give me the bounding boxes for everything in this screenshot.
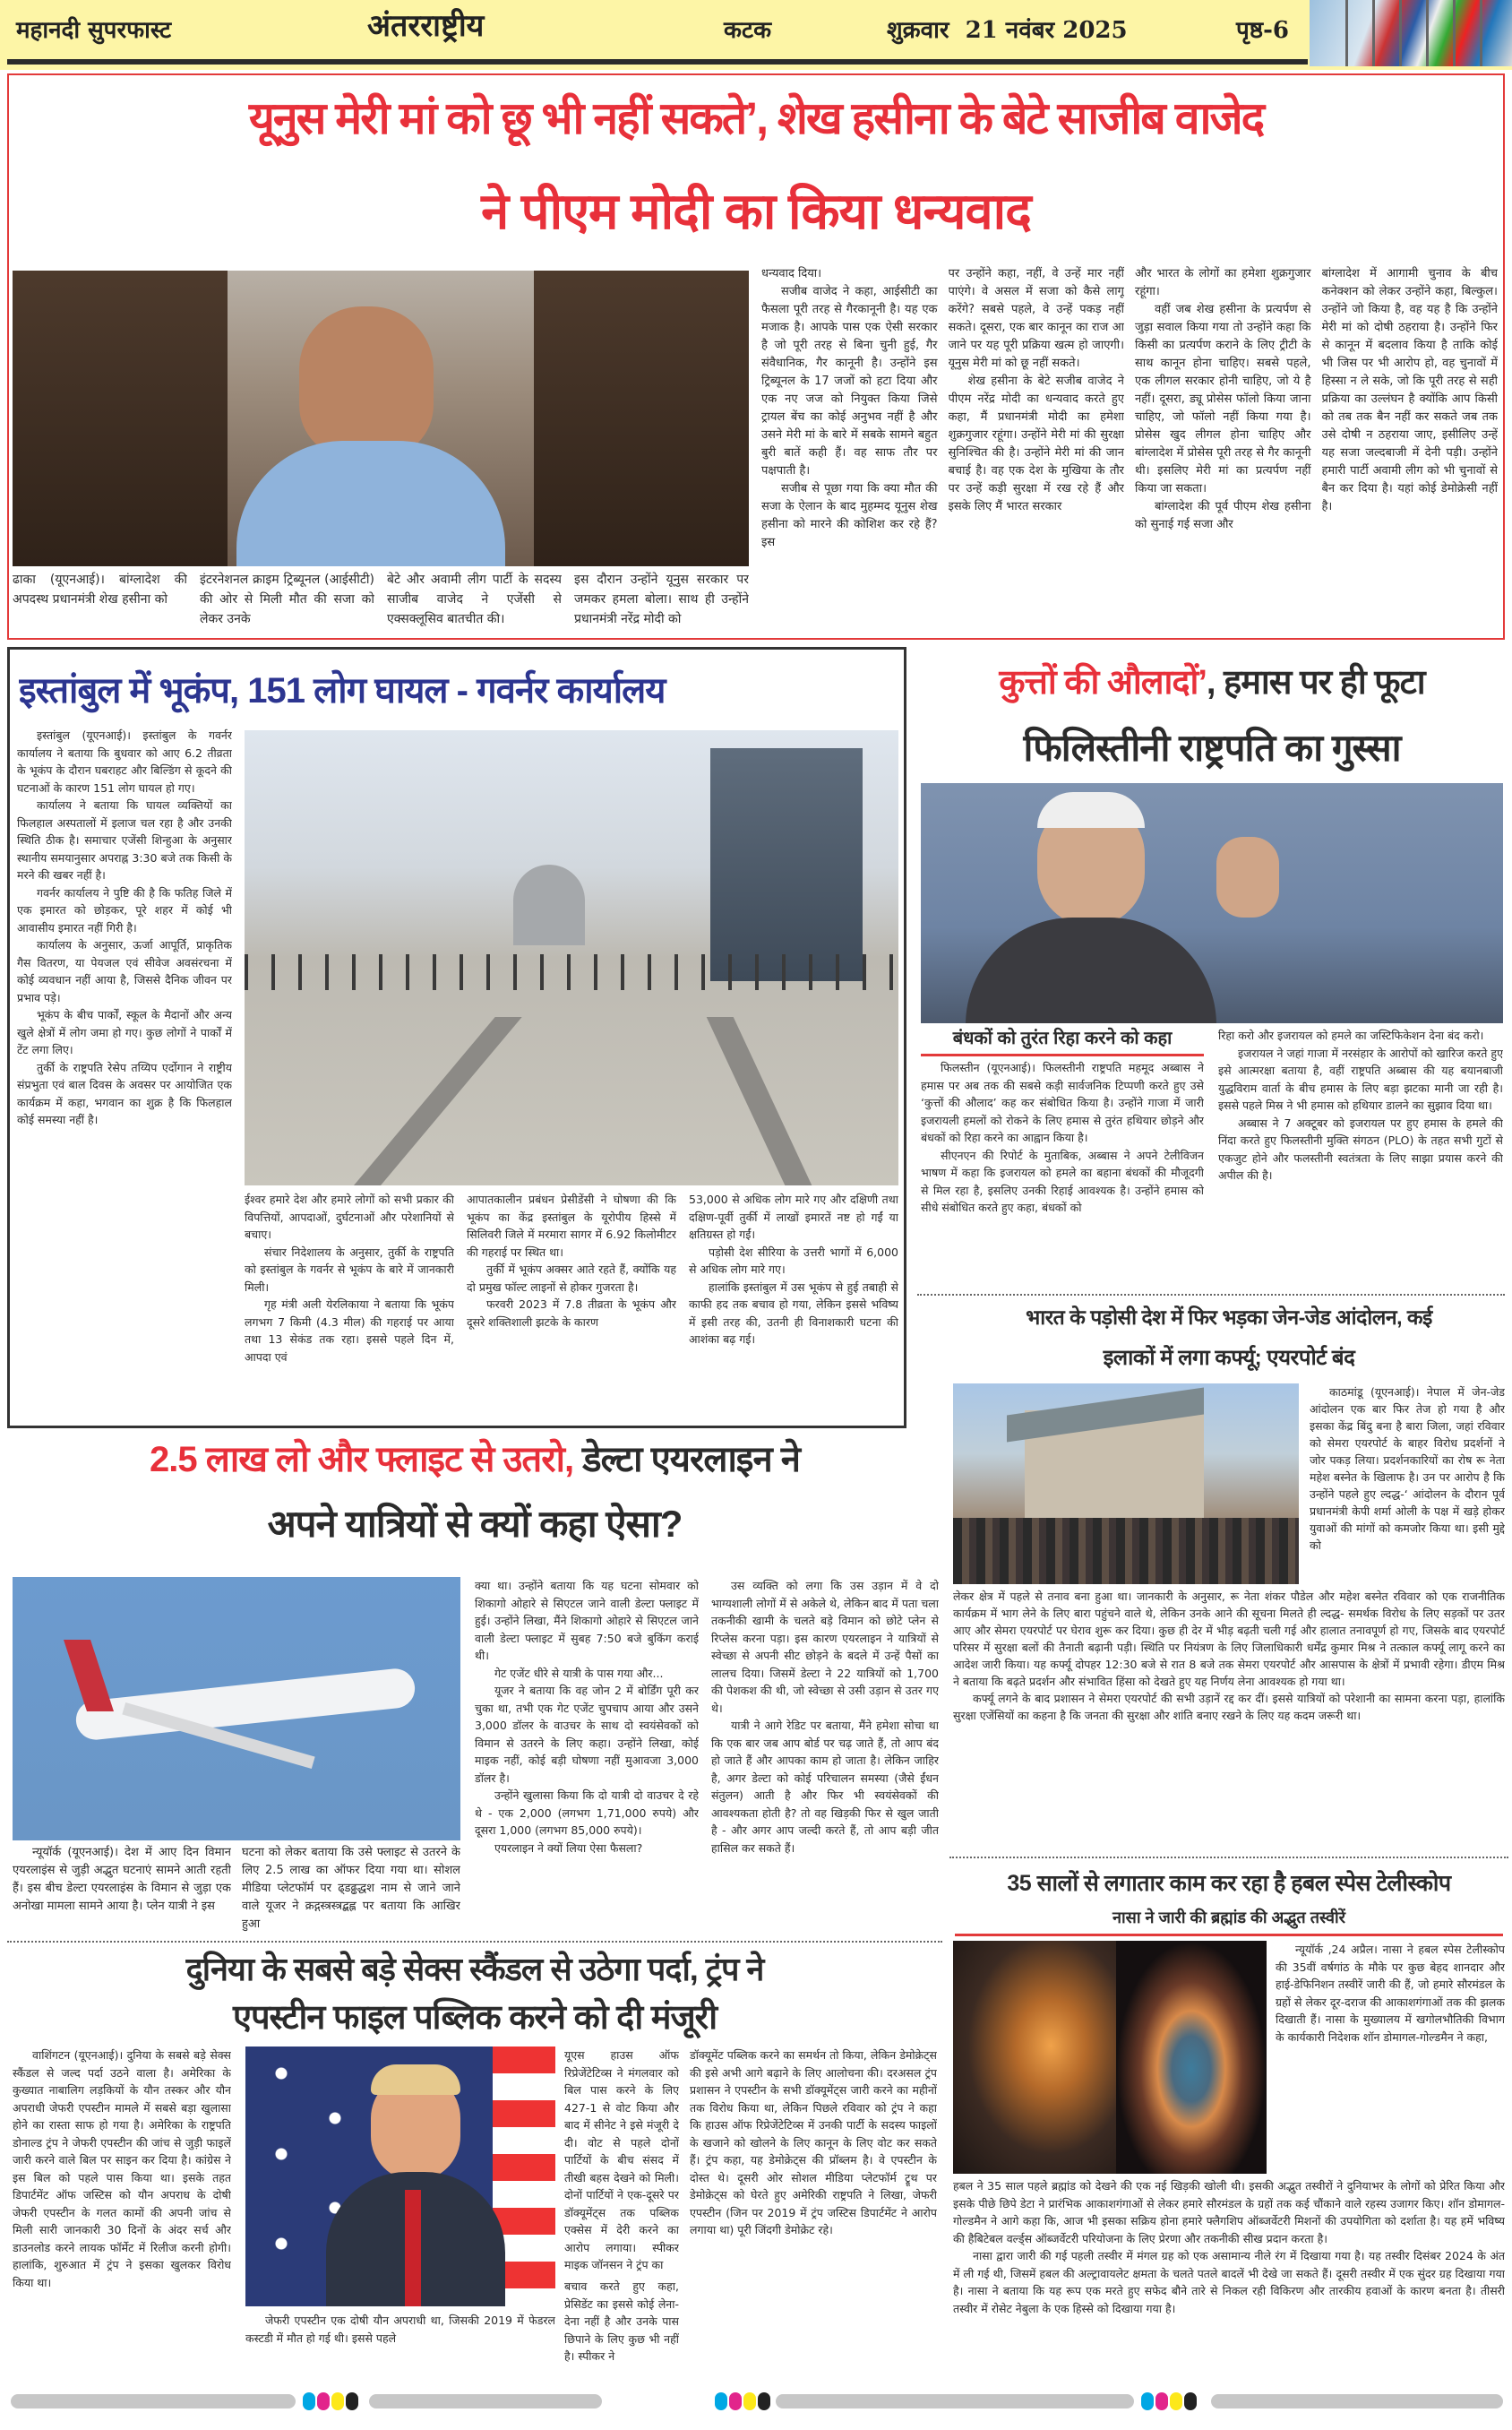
- paragraph: काठमांडू (यूएनआई)। नेपाल में जेन-जेड आंदोलन एक बार फिर तेज हो गया है और इसका केंद्र बिंदु बना है बारा जिला, जहां रविवार को सेमरा एयरपोर्ट के बाहर विरोध प्रदर्शनों ने जोर पकड़ लिया। प्रदर्शनकारियों का रोष रू नेता महेश बस्नेत के खिलाफ है। उन पर आरोप है कि उन्होंने पहले हुए ल्दद्ध-‘ आंदोलन के दौरान पूर्व प्रधानमंत्री केपी शर्मा ओली के पक्ष में खड़े होकर युवाओं की मांगों को कमजोर किया था। इसी मुद्दे को: [1310, 1385, 1505, 1552]
- paragraph: न्यूयॉर्क ,24 अप्रैल। नासा ने हबल स्पेस टेलीस्कोप की 35वीं वर्षगांठ के मौके पर कुछ बेहद शानदार और हाई-डेफिनिशन तस्वीरें जारी की हैं, जो हमारे सौरमंडल के ग्रहों से लेकर दूर-दराज की आकाशगंगाओं तक की झलक दिखाती हैं। नासा के मुख्यालय में खगोलभौतिकी विभाग के कार्यकारी निदेशक शॉन डोमागल-गोल्डमैन ने कहा,: [1276, 1943, 1505, 2044]
- caption-col-2: इंटरनेशनल क्राइम ट्रिब्यूनल (आईसीटी) की ओर से मिली मौत की सजा को लेकर उनके: [200, 573, 374, 626]
- footer-bar-mid-right: [776, 2394, 1134, 2408]
- body-col-2: [245, 1191, 454, 1426]
- footer-bar-left: [11, 2394, 296, 2408]
- headline-line2: ने पीएम मोदी का किया धन्यवाद: [481, 183, 1031, 239]
- section-title: अंतरराष्ट्रीय: [367, 8, 485, 44]
- black-mark-icon: [346, 2392, 358, 2410]
- paragraph: उस व्यक्ति को लगा कि उस उड़ान में वे दो भाग्यशाली लोगों में से अकेले थे, लेकिन बाद में पता चला तकनीकी खामी के चलते बड़े विमान को छोटे प्लेन से रिप्लेस करना पड़ा। इस कारण एयरलाइन ने यात्रियों से स्वेच्छा से अपनी सीट छोड़ने के बदले में उन्हें पैसों का लालच दिया। जिसमें डेल्टा ने 22 यात्रियों को 1,700 की पेशकश की थी, जो स्वेच्छा से उसी उड़ान से उतर गए थे।: [711, 1579, 939, 1715]
- nepal-full-col: [953, 1588, 1505, 1848]
- black-mark-icon: [1184, 2392, 1197, 2410]
- paper-name: महानदी सुपरफास्ट: [16, 17, 172, 44]
- paragraph: सीएनएन की रिपोर्ट के मुताबिक, अब्बास ने अपने टेलीविजन भाषण में कहा कि इजरायल को हमले का बहाना बंधकों की मौजूदगी से मिल रहा है, इसलिए उनकी रिहाई आवश्यक है। उन्होंने हमास को सीधे संबोधित करते हुए कहा, बंधकों को: [921, 1148, 1204, 1214]
- body-col-1: [761, 265, 938, 633]
- paragraph: इस्तांबुल (यूएनआई)। इस्तांबुल के गवर्नर कार्यालय ने बताया कि बुधवार को आए 6.2 तीव्रता के भूकंप के दौरान घबराहट और बिल्डिंग से कूदने की घटनाओं के कारण 151 लोग घायल हो गए।: [17, 728, 232, 795]
- black-mark-icon: [758, 2392, 770, 2410]
- magenta-mark-icon: [1155, 2392, 1168, 2410]
- hubble-subhead: नासा ने जारी की ब्रह्मांड की अद्भुत तस्वीरें: [1113, 1909, 1345, 1926]
- headline-dark-part: डेल्टा एयरलाइन ने: [573, 1440, 800, 1479]
- paragraph: 53,000 से अधिक लोग मारे गए और दक्षिणी तथा दक्षिण-पूर्वी तुर्की में लाखों इमारतें नष्ट हो गईं या क्षतिग्रस्त हो गईं।: [689, 1193, 898, 1241]
- delta-col-4: [711, 1577, 939, 1934]
- footer-bar-right: [1211, 2394, 1503, 2408]
- paragraph: कर्फ्यू लगने के बाद प्रशासन ने सेमरा एयरपोर्ट की सभी उड़ानें रद्द कर दीं। इससे यात्रियों को परेशानी का सामना करना पड़ा, हालांकि सुरक्षा एजेंसियों का कहना है कि जनता की सुरक्षा और शांति बनाए रखने के लिए यह कदम जरूरी था।: [953, 1692, 1505, 1722]
- header-rule: [7, 59, 1308, 65]
- divider: [917, 1294, 1505, 1296]
- paragraph: भूकंप के बीच पार्कों, स्कूल के मैदानों और अन्य खुले क्षेत्रों में लोग जमा हो गए। कुछ लोगों ने पार्कों में टेंट लगा लिए।: [17, 1008, 232, 1056]
- paragraph: यूएस हाउस ऑफ रिप्रेजेंटेटिव्स ने मंगलवार को बिल पास करने के लिए 427-1 से वोट किया और बाद में सीनेट ने इसे मंजूरी दे दी। वोट से पहले दोनों पार्टियों के बीच संसद में तीखी बहस देखने को मिली। दोनों पार्टियों ने एक-दूसरे पर डॉक्यूमेंट्स तक पब्लिक एक्सेस में देरी करने का आरोप लगाया। स्पीकर माइक जॉनसन ने ट्रंप का: [564, 2048, 679, 2271]
- delta-col-3: [475, 1577, 699, 1934]
- paragraph: वहीं जब शेख हसीना के प्रत्यर्पण से जुड़ा सवाल किया गया तो उन्होंने कहा कि किसी का प्रत्यर्पण कराने के लिए ट्रीटी के साथ कानून होना चाहिए। सबसे पहले, एक लीगल सरकार होनी चाहिए, जो ये है नहीं। दूसरा, ड्यू प्रोसेस फॉलो किया जाना चाहिए, जो फॉलो नहीं किया गया है। प्रोसेस खुद लीगल होना चाहिए और बांग्लादेश में प्रोसेस पूरी तरह से गैर कानूनी थी। इसलिए मेरी मां का प्रत्यर्पण नहीं किया जा सकता।: [1135, 303, 1311, 495]
- divider: [949, 1857, 1508, 1858]
- paragraph: यात्री ने आगे रेडिट पर बताया, मैंने हमेशा सोचा था कि एक बार जब आप बोर्ड पर चढ़ जाते हैं, तो आप बंद हो जाते हैं और आपका काम हो जाता है। लेकिन जाहिर है, अगर डेल्टा को कोई परिचालन समस्या (जैसे ईंधन संतुलन) आती है और फिर भी स्वयंसेवकों की आवश्यकता होती है? तो वह खिड़की फिर से खुल जाती है - और अगर आप जल्दी करते हैं, तो आप बड़ी जीत हासिल कर सकते हैं।: [711, 1719, 939, 1855]
- trump-photo: [245, 2047, 555, 2306]
- magenta-mark-icon: [729, 2392, 742, 2410]
- date: शुक्रवार 21 नवंबर 2025: [887, 17, 1128, 44]
- paragraph: बांग्लादेश में आगामी चुनाव के बीच कनेक्शन को लेकर उन्होंने कहा, बिल्कुल। उन्होंने जो किया है, वह यह है कि उन्होंने मेरी मां को दोषी ठहराया है। उन्होंने फिर से कानून में बदलाव किया है ताकि कोई भी जिस पर भी आरोप हो, वह चुनावों में हिस्सा न ले सके, जो कि पूरी तरह से सही प्रक्रिया का उल्लंघन है क्योंकि आप किसी को तब तक बैन नहीं कर सकते जब तक उसे दोषी न ठहराया जाए, इसीलिए उन्हें यह सजा जल्दबाजी में देनी पड़ी। उन्होंने हमारी पार्टी अवामी लीग को भी चुनावों से बैन कर दिया है। यहां कोई डेमोक्रेसी नहीं है।: [1321, 267, 1498, 513]
- paragraph: क्या था। उन्होंने बताया कि यह घटना सोमवार को शिकागो ओहारे से सिएटल जाने वाली डेल्टा फ्लाइट में हुई। उन्होंने लिखा, मैंने शिकागो ओहारे से सिएटल जाने वाली डेल्टा फ्लाइट में सुबह 7:50 बजे बुकिंग कराई थी।: [475, 1579, 699, 1662]
- trump-caption: [245, 2312, 555, 2383]
- paragraph: घटना को लेकर बताया कि उसे फ्लाइट से उतरने के लिए 2.5 लाख का ऑफर दिया गया था। सोशल मीडिया प्लेटफॉर्म पर ढ्डढ्ढद्धश नाम से जाने जाने वाले यूजर ने क्रद्गस्त्रस्त्रद्बह्ल पर बताया कि आखिर हुआ: [242, 1846, 460, 1931]
- paragraph: पड़ोसी देश सीरिया के उत्तरी भागों में 6,000 से अधिक लोग मारे गए।: [689, 1245, 898, 1276]
- paragraph: ईश्वर हमारे देश और हमारे लोगों को सभी प्रकार की विपत्तियों, आपदाओं, दुर्घटनाओं और परेशानियों से बचाए।: [245, 1193, 454, 1241]
- headline-line2: फिलिस्तीनी राष्ट्रपति का गुस्सा: [1023, 727, 1401, 769]
- nepal-protest-photo: [953, 1383, 1299, 1584]
- sajeeb-wazed-photo: [13, 271, 749, 566]
- paragraph: अब्बास ने 7 अक्टूबर को इजरायल पर हुए हमास के हमले की निंदा करते हुए फिलस्तीनी मुक्ति संगठन (PLO) के तहत सभी गुटों से एकजुट होने और फलस्तीनी स्वतंत्रता के लिए साझा प्रयास करने की अपील की है।: [1218, 1116, 1503, 1182]
- body-col-4: [689, 1191, 898, 1426]
- paragraph: आपातकालीन प्रबंधन प्रेसीडेंसी ने घोषणा की कि भूकंप का केंद्र इस्तांबुल के यूरोपीय हिस्से में सिलिवरी जिले में मरमारा सागर में 6.92 किलोमीटर की गहराई पर स्थित था।: [467, 1193, 676, 1259]
- delta-airplane-photo: [13, 1577, 460, 1840]
- headline-line1: यूनुस मेरी मां को छू भी नहीं सकते’, शेख हसीना के बेटे साजीब वाजेद: [248, 93, 1264, 143]
- subhead-underline: [955, 1934, 1503, 1936]
- hubble-full-col: [953, 2177, 1505, 2387]
- article-abbas: [917, 647, 1507, 1292]
- headline-red-part: 2.5 लाख लो और फ्लाइट से उतरो,: [150, 1440, 574, 1479]
- paragraph: सजीब वाजेद ने कहा, आईसीटी का फैसला पूरी तरह से गैरकानूनी है। यह एक मजाक है। आपके पास एक ऐसी सरकार है जो पूरी तरह से बिना चुनी हुई, गैर संवैधानिक, गैर कानूनी है। उन्होंने इस ट्रिब्यूनल के 17 जजों को हटा दिया और एक नए जज को नियुक्त किया जिसे ट्रायल बेंच का कोई अनुभव नहीं है और उसने मेरी मां के बारे में सबके सामने बहुत बुरी बातें कही हैं। वह साफ तौर पर पक्षपाती है।: [761, 285, 938, 478]
- hubble-butterfly-nebula-image: [1116, 1941, 1267, 2174]
- epstein-col-3-below: [564, 2278, 679, 2383]
- yellow-mark-icon: [743, 2392, 756, 2410]
- nepal-headline-line2: इलाकों में लगा कर्फ्यू; एयरपोर्ट बंद: [1103, 1346, 1355, 1370]
- hubble-headline: 35 सालों से लगातार काम कर रहा है हबल स्पेस टेलीस्कोप: [1007, 1871, 1451, 1896]
- article-hasina: [7, 73, 1505, 640]
- paragraph: रिहा करो और इजरायल को हमले का जस्टिफिकेशन देना बंद करो।: [1218, 1029, 1484, 1042]
- nepal-headline-line1: भारत के पड़ोसी देश में फिर भड़का जेन-जेड आंदोलन, कई: [1026, 1305, 1432, 1329]
- paragraph: धन्यवाद दिया।: [761, 267, 822, 280]
- paragraph: लेकर क्षेत्र में पहले से तनाव बना हुआ था। जानकारी के अनुसार, रू नेता शंकर पौडेल और महेश बस्नेत रविवार को एक राजनीतिक कार्यक्रम में भाग लेने के लिए बारा पहुंचने वाले थे, लेकिन उनके आने की सूचना मिलते ही ल्दद्ध- समर्थक विरोध के लिए सड़कों पर उतर आए और सेमरा एयरपोर्ट पर घेराव शुरू कर दिया। कुछ ही देर में भीड़ बढ़ती चली गई और हालात तनावपूर्ण हो गए, जिसके बाद एयरपोर्ट परिसर में सुरक्षा बलों की तैनाती बढ़ानी पड़ी। स्थिति पर नियंत्रण के लिए जिलाधिकारी धर्मेंद्र कुमार मिश्र ने तत्काल कर्फ्यू लागू करने का आदेश जारी किया। यह कर्फ्यू दोपहर 12:30 बजे से रात 8 बजे तक सेमरा एयरपोर्ट और आसपास के क्षेत्रों में प्रभावी रहेगा। डीएम मिश्र ने बताया कि बढ़ते प्रदर्शन और संभावित हिंसा को देखते हुए यह निर्णय लेना आवश्यक हो गया था।: [953, 1590, 1505, 1688]
- caption-row: [13, 570, 749, 634]
- paragraph: यूजर ने बताया कि वह जोन 2 में बोर्डिंग पूरी कर चुका था, तभी एक गेट एजेंट चुपचाप आया और उसने 3,000 डॉलर के वाउचर के साथ दो स्वयंसेवकों को विमान से उतरने के लिए कहा। उन्होंने लिखा, कोई माइक नहीं, कोई बड़ी घोषणा नहीं मुआवजा 3,000 डॉलर है।: [475, 1684, 699, 1785]
- page-number: पृष्ठ-6: [1236, 17, 1289, 44]
- istanbul-square-photo: [245, 730, 898, 1185]
- paragraph: हबल ने 35 साल पहले ब्रह्मांड को देखने की एक नई खिड़की खोली थी। इसकी अद्भुत तस्वीरों ने दुनियाभर के लोगों को प्रेरित किया और इसके पीछे छिपे डेटा ने प्रारंभिक आकाशगंगाओं से लेकर हमारे सौरमंडल के ग्रहों तक कई चौंकाने वाले रहस्य उजागर किए। शॉन डोमागल-गोल्डमैन ने आगे कहा कि, आज भी इसका सक्रिय होना हमारे फ्लैगशिप ऑब्जर्वेटरी मिशनों की उपयोगिता को दर्शाता है। यह हमें भविष्य की हैबिटेबल वर्ल्ड्स ऑब्जर्वेटरी परियोजना के लिए प्रेरणा और तकनीकी सीख प्रदान करता है।: [953, 2179, 1505, 2245]
- epstein-col-1: [13, 2047, 231, 2383]
- headline-dark-part: , हमास पर ही फूटा: [1206, 664, 1425, 702]
- divider: [7, 1941, 942, 1943]
- paragraph: उन्होंने खुलासा किया कि दो यात्री दो वाउचर दे रहे थे - एक 2,000 (लगभग 1,71,000 रुपये) और दूसरा 1,000 (लगभग 85,000 रुपये)।: [475, 1788, 699, 1837]
- masthead: [0, 0, 1512, 70]
- headline-line1: [917, 656, 1507, 710]
- paragraph: बचाव करते हुए कहा, प्रेसिडेंट का इससे कोई लेना-देना नहीं है और उनके पास छिपाने के लिए कुछ भी नहीं है। स्पीकर ने: [564, 2279, 679, 2363]
- epstein-col-3-beside: [564, 2047, 679, 2274]
- world-flags-image: [1310, 0, 1512, 66]
- paragraph: कार्यालय ने बताया कि घायल व्यक्तियों का फिलहाल अस्पतालों में इलाज चल रहा है और उनकी स्थिति ठीक है। समाचार एजेंसी शिन्हुआ के अनुसार स्थानीय समयानुसार अपराह्न 3:30 बजे तक किसी के मरने की खबर नहीं है।: [17, 798, 232, 882]
- paragraph: शेख हसीना के बेटे सजीब वाजेद ने पीएम नरेंद्र मोदी का धन्यवाद करते हुए कहा, मैं प्रधानमंत्री मोदी का हमेशा शुक्रगुजार रहूंगा। उन्होंने मेरी मां की सुरक्षा सुनिश्चित की है। उन्होंने मेरी मां की जान बचाई है। वह एक देश के मुखिया के तौर पर उन्हें कड़ी सुरक्षा में रख रहे हैं और इसके लिए मैं भारत सरकार: [948, 375, 1124, 513]
- paragraph: कार्यालय के अनुसार, ऊर्जा आपूर्ति, प्राकृतिक गैस वितरण, या पेयजल एवं सीवेज अवसंरचना में कोई व्यवधान नहीं आया है, जिससे दैनिक जीवन पर प्रभाव पड़े।: [17, 938, 232, 1004]
- paragraph: पर उन्होंने कहा, नहीं, वे उन्हें मार नहीं पाएंगे। वे असल में सजा को कैसे लागू करेंगे? सबसे पहले, वे उन्हें पकड़ नहीं सकते। दूसरा, एक बार कानून का राज आ जाने पर यह पूरी प्रक्रिया खत्म हो जाएगी। यूनुस मेरी मां को छू नहीं सकते।: [948, 267, 1124, 370]
- body-col-1: [17, 727, 232, 1426]
- body-col-3: [467, 1191, 676, 1426]
- abbas-photo: [921, 783, 1503, 1023]
- headline: इस्तांबुल में भूकंप, 151 लोग घायल - गवर्नर कार्यालय: [19, 671, 666, 711]
- cyan-mark-icon: [303, 2392, 315, 2410]
- paragraph: गृह मंत्री अली येरलिकाया ने बताया कि भूकंप लगभग 7 किमी (4.3 मील) की गहराई पर आया तथा 13 सेकंड तक रहा। इससे पहले दिन में, आपदा एवं: [245, 1297, 454, 1364]
- paragraph: इजरायल ने जहां गाजा में नरसंहार के आरोपों को खारिज करते हुए इसे आत्मरक्षा बताया है, वहीं राष्ट्रपति अब्बास की यह बयानबाजी युद्धविराम वार्ता के बीच हमास के लिए बड़ा झटका मानी जा रही है। इससे पहले मिस्र ने भी हमास को हथियार डालने का सुझाव दिया था।: [1218, 1046, 1503, 1112]
- paragraph: गेट एजेंट धीरे से यात्री के पास गया और...: [494, 1666, 664, 1680]
- body-col-3: [1135, 265, 1311, 633]
- paragraph: और भारत के लोगों का हमेशा शुक्रगुजार रहूंगा।: [1135, 267, 1311, 298]
- cyan-mark-icon: [1141, 2392, 1154, 2410]
- paragraph: डॉक्यूमेंट पब्लिक करने का समर्थन तो किया, लेकिन डेमोक्रेट्स की इसे अभी आगे बढ़ाने के लिए आलोचना की। दरअसल ट्रंप प्रशासन ने एपस्टीन के सभी डॉक्यूमेंट्स जारी करने का महीनों तक विरोध किया था, लेकिन पिछले रविवार को ट्रंप ने कहा कि हाउस ऑफ रिप्रेजेंटेटिव्स में उनकी पार्टी के सदस्य फाइलों के खजाने को खोलने के लिए कानून के लिए वोट कर सकते हैं। ट्रंप कहा, यह डेमोक्रेट्स की प्रॉब्लम है। वे एपस्टीन के दोस्त थे। दूसरी ओर सोशल मीडिया प्लेटफॉर्म ट्रूथ पर डेमोक्रेट्स को घेरते हुए अमेरिकी राष्ट्रपति ने लिखा, जेफरी एपस्टीन (जिन पर 2019 में ट्रंप जस्टिस डिपार्टमेंट ने आरोप लगाया था) पूरी जिंदगी डेमोक्रेट रहे।: [690, 2048, 937, 2236]
- paragraph: नासा द्वारा जारी की गई पहली तस्वीर में मंगल ग्रह को एक असामान्य नीले रंग में दिखाया गया है। यह तस्वीर दिसंबर 2024 के अंत में ली गई थी, जिसमें हबल की अल्ट्रावायलेट क्षमता के चलते पतले बादलें भी देखे जा सकते हैं। दूसरी तस्वीर में एक सुंदर ग्रह दिखाया गया है। नासा ने बताया कि यह रूप एक मरते हुए सफेद बौने तारे से निकल रही विकिरण और तारकीय हवाओं के कारण बनता है। तीसरी तस्वीर में रोसेट नेबुला के एक हिस्से को दिखाया गया है।: [953, 2249, 1505, 2315]
- body-col-4: [1322, 265, 1499, 633]
- paragraph: तुर्की के राष्ट्रपति रेसेप तय्यिप एर्दोगान ने राष्ट्रीय संप्रभुता एवं बाल दिवस के अवसर पर आयोजित एक कार्यक्रम में कहा, भगवान का शुक्र है कि फिलहाल कोई समस्या नहीं है।: [17, 1060, 232, 1126]
- body-col-2: [949, 265, 1125, 633]
- istanbul-lower-cols: [245, 1191, 898, 1426]
- paragraph: बांग्लादेश की पूर्व पीएम शेख हसीना को सुनाई गई सजा और: [1135, 500, 1311, 531]
- hasina-body: [761, 265, 1498, 633]
- epstein-headline-line1: दुनिया के सबसे बड़े सेक्स स्कैंडल से उठेगा पर्दा, ट्रंप ने: [185, 1951, 764, 1987]
- hubble-side-col: [1276, 1941, 1505, 2174]
- paragraph: फरवरी 2023 में 7.8 तीव्रता के भूकंप और दूसरे शक्तिशाली झटके के कारण: [467, 1297, 676, 1329]
- yellow-mark-icon: [331, 2392, 344, 2410]
- caption-col-3: बेटे और अवामी लीग पार्टी के सदस्य साजीब वाजेद ने एजेंसी से एक्सक्लूसिव बातचीत की।: [387, 573, 562, 626]
- paragraph: जेफरी एपस्टीन एक दोषी यौन अपराधी था, जिसकी 2019 में फेडरल कस्टडी में मौत हो गई थी। इससे पहले: [245, 2314, 555, 2345]
- hubble-nebula-jet-image: [953, 1941, 1116, 2174]
- yellow-mark-icon: [1170, 2392, 1182, 2410]
- city: कटक: [724, 17, 772, 44]
- paragraph: न्यूयॉर्क (यूएनआई)। देश में आए दिन विमान एयरलाइंस से जुड़ी अद्भुत घटनाएं सामने आती रहती हैं। इस बीच डेल्टा एयरलाइंस के विमान से जुड़ा एक अनोखा मामला सामने आया है। प्लेन यात्री ने इस: [13, 1846, 231, 1913]
- footer-bar-mid-left: [369, 2394, 602, 2408]
- magenta-mark-icon: [317, 2392, 330, 2410]
- body-col-2: [1218, 1027, 1503, 1290]
- paragraph: सजीब से पूछा गया कि क्या मौत की सजा के ऐलान के बाद मुहम्मद यूनुस शेख हसीना को मारने की कोशिश कर रहे हैं? इस: [761, 482, 938, 549]
- delta-col-2: [242, 1844, 460, 1934]
- paragraph: तुर्की में भूकंप अक्सर आते रहते हैं, क्योंकि यह दो प्रमुख फॉल्ट लाइनों से होकर गुजरता है।: [467, 1262, 676, 1294]
- headline-red-part: कुत्तों की औलादों’: [999, 664, 1207, 702]
- caption-col-1: ढाका (यूएनआई)। बांग्लादेश की अपदस्थ प्रधानमंत्री शेख हसीना को: [13, 573, 187, 607]
- paragraph: एयरलाइन ने क्यों लिया ऐसा फैसला?: [494, 1840, 643, 1855]
- article-istanbul: [7, 647, 906, 1428]
- paragraph: संचार निदेशालय के अनुसार, तुर्की के राष्ट्रपति को इस्तांबुल के गवर्नर से भूकंप के बारे में जानकारी मिली।: [245, 1245, 454, 1294]
- caption-col-4: इस दौरान उन्होंने यूनुस सरकार पर जमकर हमला बोला। साथ ही उन्होंने प्रधानमंत्री नरेंद्र मोदी को: [574, 573, 749, 626]
- paragraph: हालांकि इस्तांबुल में उस भूकंप से हुई तबाही से काफी हद तक बचाव हो गया, लेकिन इससे भविष्य में इसी तरह की, उतनी ही विनाशकारी घटना की आशंका बढ़ गई।: [689, 1280, 898, 1346]
- delta-headline-line2: अपने यात्रियों से क्यों कहा ऐसा?: [267, 1503, 683, 1545]
- body-col-1: [921, 1059, 1204, 1290]
- subhead-underline: [921, 1054, 1204, 1056]
- paragraph: गवर्नर कार्यालय ने पुष्टि की है कि फतिह जिले में एक इमारत को छोड़कर, पूरे शहर में कोई भी आवासीय इमारत नहीं गिरी है।: [17, 885, 232, 935]
- epstein-headline-line2: एपस्टीन फाइल पब्लिक करने को दी मंजूरी: [232, 1999, 717, 2037]
- subhead: बंधकों को तुरंत रिहा करने को कहा: [952, 1029, 1173, 1048]
- nepal-side-col: [1310, 1383, 1505, 1584]
- delta-headline-line1: [7, 1432, 942, 1489]
- paragraph: वाशिंगटन (यूएनआई)। दुनिया के सबसे बड़े सेक्स स्कैंडल से जल्द पर्दा उठने वाला है। अमेरिका के कुख्यात नाबालिग लड़कियों के यौन तस्कर और यौन अपराधी जेफरी एपस्टीन मामले में सबसे बड़ा खुलासा होने का रास्ता साफ हो गया है। अमेरिका के राष्ट्रपति डोनाल्ड ट्रंप ने जेफरी एपस्टीन की जांच से जुड़ी फाइलें जारी करने वाले बिल पर साइन कर दिया है। कांग्रेस ने इस बिल को पहले पास किया था। इसके तहत डिपार्टमेंट ऑफ जस्टिस को यौन अपराध के दोषी जेफरी एपस्टीन के गलत कामों की अपनी जांच से मिली सारी जानकारी 30 दिनों के अंदर सर्च और डाउनलोड करने लायक फॉर्मेट में रिलीज करनी होगी। हालांकि, शुरुआत में ट्रंप ने इसका खुलकर विरोध किया था।: [13, 2048, 231, 2289]
- paragraph: फिलस्तीन (यूएनआई)। फिलस्तीनी राष्ट्रपति महमूद अब्बास ने हमास पर अब तक की सबसे कड़ी सार्वजनिक टिप्पणी करते हुए उसे ‘कुत्तों की औलाद’ कह कर संबोधित किया है। उन्होंने गाजा में जारी इजरायली हमलों को रोकने के लिए हमास से तुरंत हथियार छोड़ने और बंधकों को रिहा करने का आह्वान किया है।: [921, 1061, 1204, 1144]
- cyan-mark-icon: [715, 2392, 727, 2410]
- delta-col-1: [13, 1844, 231, 1934]
- epstein-col-4: [690, 2047, 937, 2383]
